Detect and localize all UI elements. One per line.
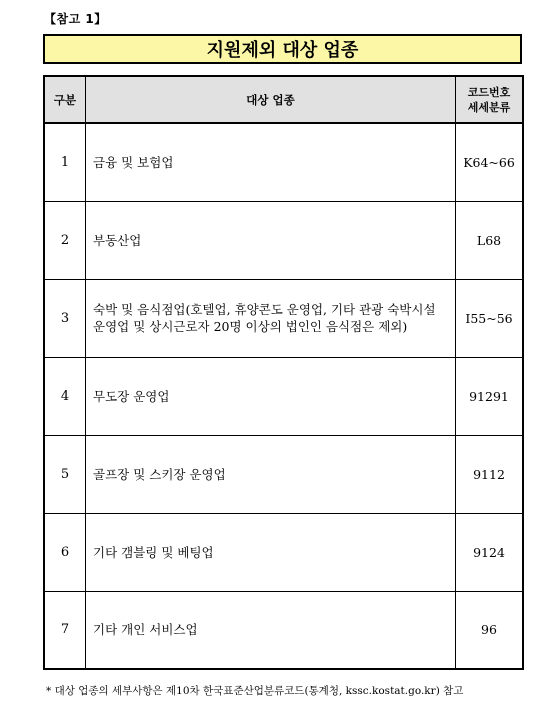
row-code: 9124: [456, 513, 524, 591]
header-industry: 대상 업종: [86, 76, 456, 123]
row-number: 1: [44, 123, 86, 201]
title-text: 지원제외 대상 업종: [206, 40, 359, 61]
row-number: 2: [44, 201, 86, 279]
row-industry: 골프장 및 스키장 운영업: [86, 435, 456, 513]
row-industry: 기타 개인 서비스업: [86, 591, 456, 669]
row-industry: 기타 갬블링 및 베팅업: [86, 513, 456, 591]
header-code-line2: 세세분류: [467, 100, 511, 114]
header-number: 구분: [44, 76, 86, 123]
row-industry: 금융 및 보험업: [86, 123, 456, 201]
row-code: K64~66: [456, 123, 524, 201]
footnote: * 대상 업종의 세부사항은 제10차 한국표준산업분류코드(통계청, kssc.kostat.go.kr) 참고: [46, 685, 464, 697]
table-row: [44, 279, 523, 357]
header-code-line1: 코드번호: [467, 85, 511, 99]
excluded-industries-table: [43, 75, 524, 670]
row-number: 3: [44, 279, 86, 357]
row-code: 96: [456, 591, 524, 669]
row-industry: 부동산업: [86, 201, 456, 279]
row-industry: 무도장 운영업: [86, 357, 456, 435]
row-number: 5: [44, 435, 86, 513]
row-industry: 숙박 및 음식점업(호텔업, 휴양콘도 운영업, 기타 관광 숙박시설 운영업 및 상시근로자 20명 이상의 법인인 음식점은 제외): [86, 279, 456, 357]
document-title: [43, 34, 522, 64]
table-header-row: [44, 76, 523, 123]
row-code: 9112: [456, 435, 524, 513]
table-row: [44, 435, 523, 513]
row-number: 6: [44, 513, 86, 591]
row-code: 91291: [456, 357, 524, 435]
table-row: [44, 201, 523, 279]
table-row: [44, 513, 523, 591]
row-code: I55~56: [456, 279, 524, 357]
table-row: [44, 591, 523, 669]
row-code: L68: [456, 201, 524, 279]
row-number: 7: [44, 591, 86, 669]
reference-label: 【참고 1】: [44, 12, 107, 26]
row-number: 4: [44, 357, 86, 435]
header-code: [456, 76, 524, 123]
table-row: [44, 123, 523, 201]
table-row: [44, 357, 523, 435]
